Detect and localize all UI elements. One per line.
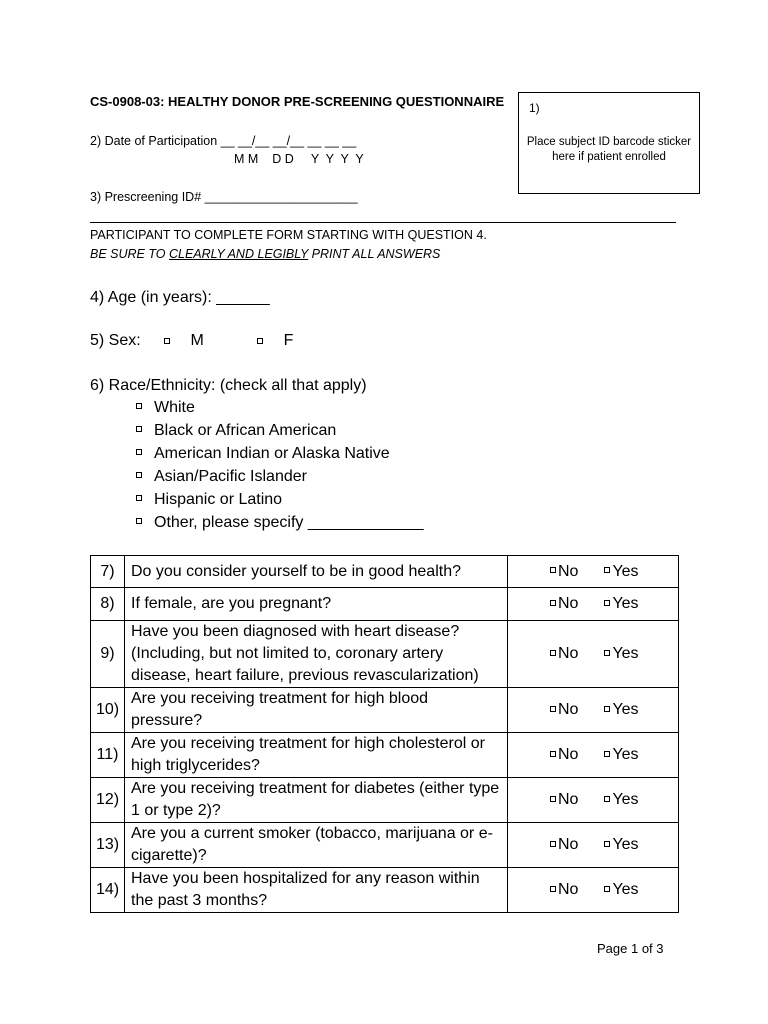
question-text: Are you receiving treatment for high blood pressure? (125, 688, 508, 733)
question-text: Are you a current smoker (tobacco, marijuana or e-cigarette)? (125, 823, 508, 868)
table-row (91, 868, 679, 913)
race-checkbox-black[interactable] (136, 426, 142, 432)
form-title: CS-0908-03: HEALTHY DONOR PRE-SCREENING QUESTIONNAIRE (90, 94, 505, 109)
no-option[interactable] (550, 789, 578, 811)
answer-cell (508, 688, 679, 733)
sex-f-label: F (283, 332, 294, 349)
section-divider (90, 222, 676, 223)
yes-option[interactable] (604, 834, 638, 856)
no-label: No (558, 746, 579, 763)
yes-label: Yes (612, 791, 639, 808)
table-row (91, 588, 679, 621)
race-checkbox-other[interactable] (136, 518, 142, 524)
yes-checkbox[interactable] (604, 567, 610, 573)
question-number: 13) (91, 823, 125, 868)
yes-checkbox[interactable] (604, 886, 610, 892)
answer-cell (508, 588, 679, 621)
yes-label: Yes (612, 645, 639, 662)
instruction-suffix: PRINT ALL ANSWERS (308, 247, 441, 261)
table-row (91, 621, 679, 688)
race-option-label: Other, please specify _____________ (154, 514, 424, 531)
instruction-emphasis: CLEARLY AND LEGIBLY (168, 247, 309, 261)
yes-checkbox[interactable] (604, 751, 610, 757)
yes-option[interactable] (604, 789, 638, 811)
no-checkbox[interactable] (550, 650, 556, 656)
question-number: 11) (91, 733, 125, 778)
yes-option[interactable] (604, 879, 638, 901)
question-text: Do you consider yourself to be in good health? (125, 556, 508, 588)
sex-m-checkbox[interactable] (164, 338, 170, 344)
race-option (136, 513, 424, 536)
no-option[interactable] (550, 593, 578, 615)
no-label: No (558, 645, 579, 662)
answer-cell (508, 868, 679, 913)
yes-label: Yes (612, 562, 639, 580)
yes-option[interactable] (604, 643, 638, 665)
answer-cell (508, 778, 679, 823)
yes-option[interactable] (604, 561, 638, 583)
yes-label: Yes (612, 836, 639, 853)
barcode-number: 1) (529, 101, 540, 115)
instruction-line-2 (90, 247, 440, 261)
no-option[interactable] (550, 643, 578, 665)
date-format-hint: M M D D Y Y Y Y (234, 152, 364, 166)
no-option[interactable] (550, 561, 578, 583)
health-questions-table (90, 555, 679, 913)
page-number: Page 1 of 3 (597, 941, 664, 956)
age-field[interactable]: 4) Age (in years): ______ (90, 289, 270, 306)
yes-label: Yes (612, 746, 639, 763)
race-option-label: White (154, 399, 195, 416)
race-options-list (136, 398, 424, 536)
yes-checkbox[interactable] (604, 600, 610, 606)
race-option (136, 490, 424, 513)
question-text: If female, are you pregnant? (125, 588, 508, 621)
barcode-box (518, 92, 700, 194)
sex-m-label: M (190, 332, 204, 349)
yes-option[interactable] (604, 744, 638, 766)
race-checkbox-hispanic[interactable] (136, 495, 142, 501)
no-option[interactable] (550, 744, 578, 766)
race-checkbox-asian[interactable] (136, 472, 142, 478)
no-checkbox[interactable] (550, 567, 556, 573)
table-row (91, 733, 679, 778)
no-label: No (558, 791, 579, 808)
race-option (136, 398, 424, 421)
date-of-participation-field[interactable]: 2) Date of Participation __ __/__ __/__ __ __ __ (90, 134, 357, 148)
question-number: 10) (91, 688, 125, 733)
question-number: 7) (91, 556, 125, 588)
no-label: No (558, 562, 579, 580)
barcode-instruction: Place subject ID barcode sticker here if patient enrolled (526, 136, 692, 163)
no-option[interactable] (550, 834, 578, 856)
yes-option[interactable] (604, 699, 638, 721)
sex-label: 5) Sex: (90, 332, 141, 349)
question-text: Are you receiving treatment for high cholesterol or high triglycerides? (125, 733, 508, 778)
prescreening-id-field[interactable]: 3) Prescreening ID# ______________________ (90, 190, 358, 204)
answer-cell (508, 823, 679, 868)
question-number: 9) (91, 621, 125, 688)
race-option (136, 467, 424, 490)
answer-cell (508, 556, 679, 588)
no-label: No (558, 701, 579, 718)
no-checkbox[interactable] (550, 796, 556, 802)
yes-checkbox[interactable] (604, 706, 610, 712)
no-checkbox[interactable] (550, 706, 556, 712)
question-number: 12) (91, 778, 125, 823)
table-row (91, 688, 679, 733)
table-row (91, 823, 679, 868)
instruction-prefix: BE SURE TO (90, 247, 169, 261)
question-number: 8) (91, 588, 125, 621)
no-checkbox[interactable] (550, 841, 556, 847)
yes-checkbox[interactable] (604, 796, 610, 802)
question-text: Are you receiving treatment for diabetes (either type 1 or type 2)? (125, 778, 508, 823)
table-row (91, 778, 679, 823)
yes-checkbox[interactable] (604, 841, 610, 847)
race-question-label: 6) Race/Ethnicity: (check all that apply) (90, 377, 367, 394)
yes-label: Yes (612, 595, 639, 612)
sex-f-checkbox[interactable] (257, 338, 263, 344)
no-checkbox[interactable] (550, 600, 556, 606)
no-label: No (558, 881, 579, 898)
no-option[interactable] (550, 699, 578, 721)
answer-cell (508, 733, 679, 778)
no-label: No (558, 595, 579, 612)
answer-cell (508, 621, 679, 688)
question-number: 14) (91, 868, 125, 913)
race-option (136, 444, 424, 467)
race-option-label: Black or African American (154, 422, 337, 439)
race-checkbox-white[interactable] (136, 403, 142, 409)
table-row (91, 556, 679, 588)
question-text: Have you been diagnosed with heart disease? (Including, but not limited to, coronary artery disease, heart failure, previous revascularization) (125, 621, 508, 688)
instruction-line-1: PARTICIPANT TO COMPLETE FORM STARTING WITH QUESTION 4. (90, 228, 487, 242)
race-option-label: American Indian or Alaska Native (154, 445, 390, 462)
race-option-label: Asian/Pacific Islander (154, 468, 307, 485)
sex-question (90, 332, 293, 350)
race-checkbox-american-indian[interactable] (136, 449, 142, 455)
yes-option[interactable] (604, 593, 638, 615)
no-checkbox[interactable] (550, 751, 556, 757)
race-option (136, 421, 424, 444)
yes-label: Yes (612, 881, 639, 898)
race-option-label: Hispanic or Latino (154, 491, 283, 508)
no-label: No (558, 836, 579, 853)
yes-label: Yes (612, 701, 639, 718)
question-text: Have you been hospitalized for any reason within the past 3 months? (125, 868, 508, 913)
yes-checkbox[interactable] (604, 650, 610, 656)
no-checkbox[interactable] (550, 886, 556, 892)
no-option[interactable] (550, 879, 578, 901)
